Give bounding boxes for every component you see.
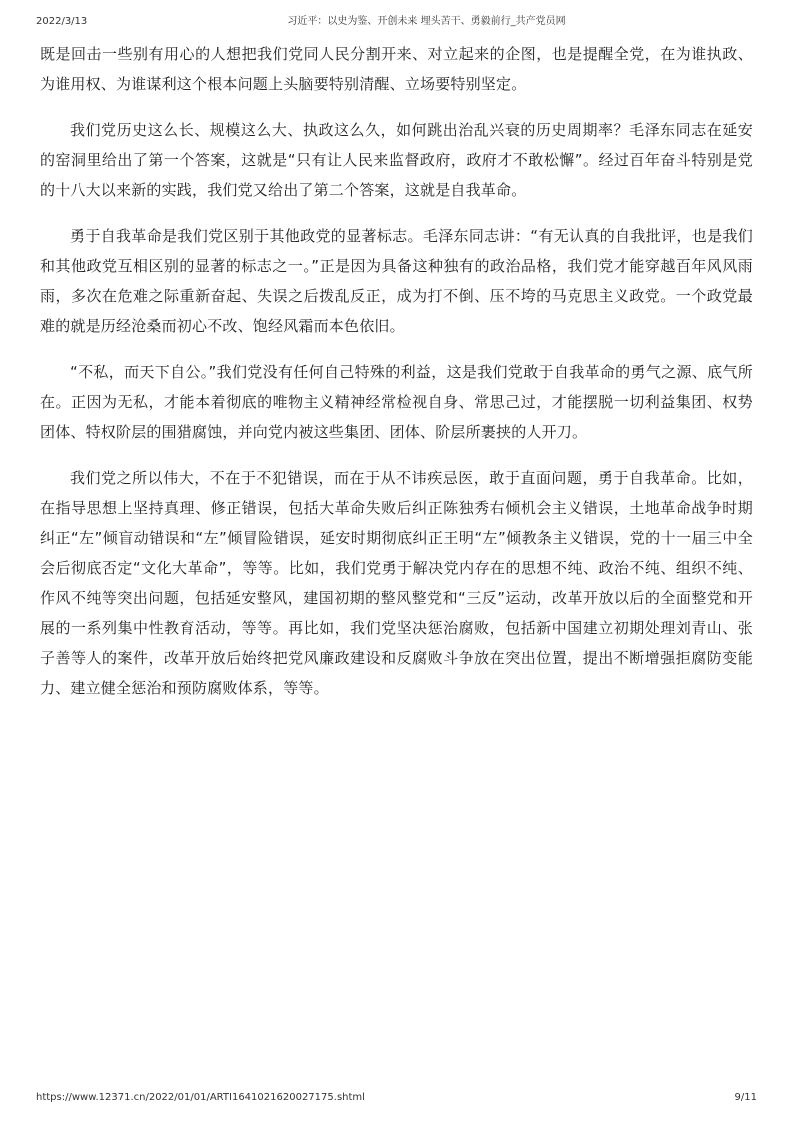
paragraph-1: 既是回击一些别有用心的人想把我们党同人民分割开来、对立起来的企图，也是提醒全党，在为谁执政、为谁用权、为谁谋利这个根本问题上头脑要特别清醒、立场要特别坚定。 <box>40 45 753 93</box>
paragraph-2: 我们党历史这么长、规模这么大、执政这么久，如何跳出治乱兴衰的历史周期率？毛泽东同志在延安的窑洞里给出了第一个答案，这就是“只有让人民来监督政府，政府才不敢松懈”。经过百年奋斗特别是党的十八大以来新的实践，我们党又给出了第二个答案，这就是自我革命。 <box>40 121 753 199</box>
page-number: 9/11 <box>734 1092 757 1103</box>
article-body <box>40 39 753 719</box>
source-url[interactable]: https://www.12371.cn/2022/01/01/ARTI1641021620027175.shtml <box>36 1092 365 1103</box>
page-header <box>36 14 757 30</box>
page-footer <box>36 1090 757 1106</box>
print-date: 2022/3/13 <box>36 16 88 27</box>
document-title: 习近平：以史为鉴、开创未来 埋头苦干、勇毅前行_共产党员网 <box>287 16 566 27</box>
paragraph-5: 我们党之所以伟大，不在于不犯错误，而在于从不讳疾忌医，敢于直面问题，勇于自我革命。比如，在指导思想上坚持真理、修正错误，包括大革命失败后纠正陈独秀右倾机会主义错误，土地革命战争时期纠正“左”倾盲动错误和“左”倾冒险错误，延安时期彻底纠正王明“左”倾教条主义错误，党的十一届三中全会后彻底否定“文化大革命”，等等。比如，我们党勇于解决党内存在的思想不纯、政治不纯、组织不纯、作风不纯等突出问题，包括延安整风，建国初期的整风整党和“三反”运动，改革开放以后的全面整党和开展的一系列集中性教育活动，等等。再比如，我们党坚决惩治腐败，包括新中国建立初期处理刘青山、张子善等人的案件，改革开放后始终把党风廉政建设和反腐败斗争放在突出位置，提出不断增强拒腐防变能力、建立健全惩治和预防腐败体系，等等。 <box>40 469 753 697</box>
paragraph-4: “不私，而天下自公。”我们党没有任何自己特殊的利益，这是我们党敢于自我革命的勇气之源、底气所在。正因为无私，才能本着彻底的唯物主义精神经常检视自身、常思己过，才能摆脱一切利益集团、权势团体、特权阶层的围猎腐蚀，并向党内被这些集团、团体、阶层所裹挟的人开刀。 <box>40 363 753 441</box>
paragraph-3: 勇于自我革命是我们党区别于其他政党的显著标志。毛泽东同志讲：“有无认真的自我批评，也是我们和其他政党互相区别的显著的标志之一。”正是因为具备这种独有的政治品格，我们党才能穿越百年风风雨雨，多次在危难之际重新奋起、失误之后拨乱反正，成为打不倒、压不垮的马克思主义政党。一个政党最难的就是历经沧桑而初心不改、饱经风霜而本色依旧。 <box>40 227 753 335</box>
